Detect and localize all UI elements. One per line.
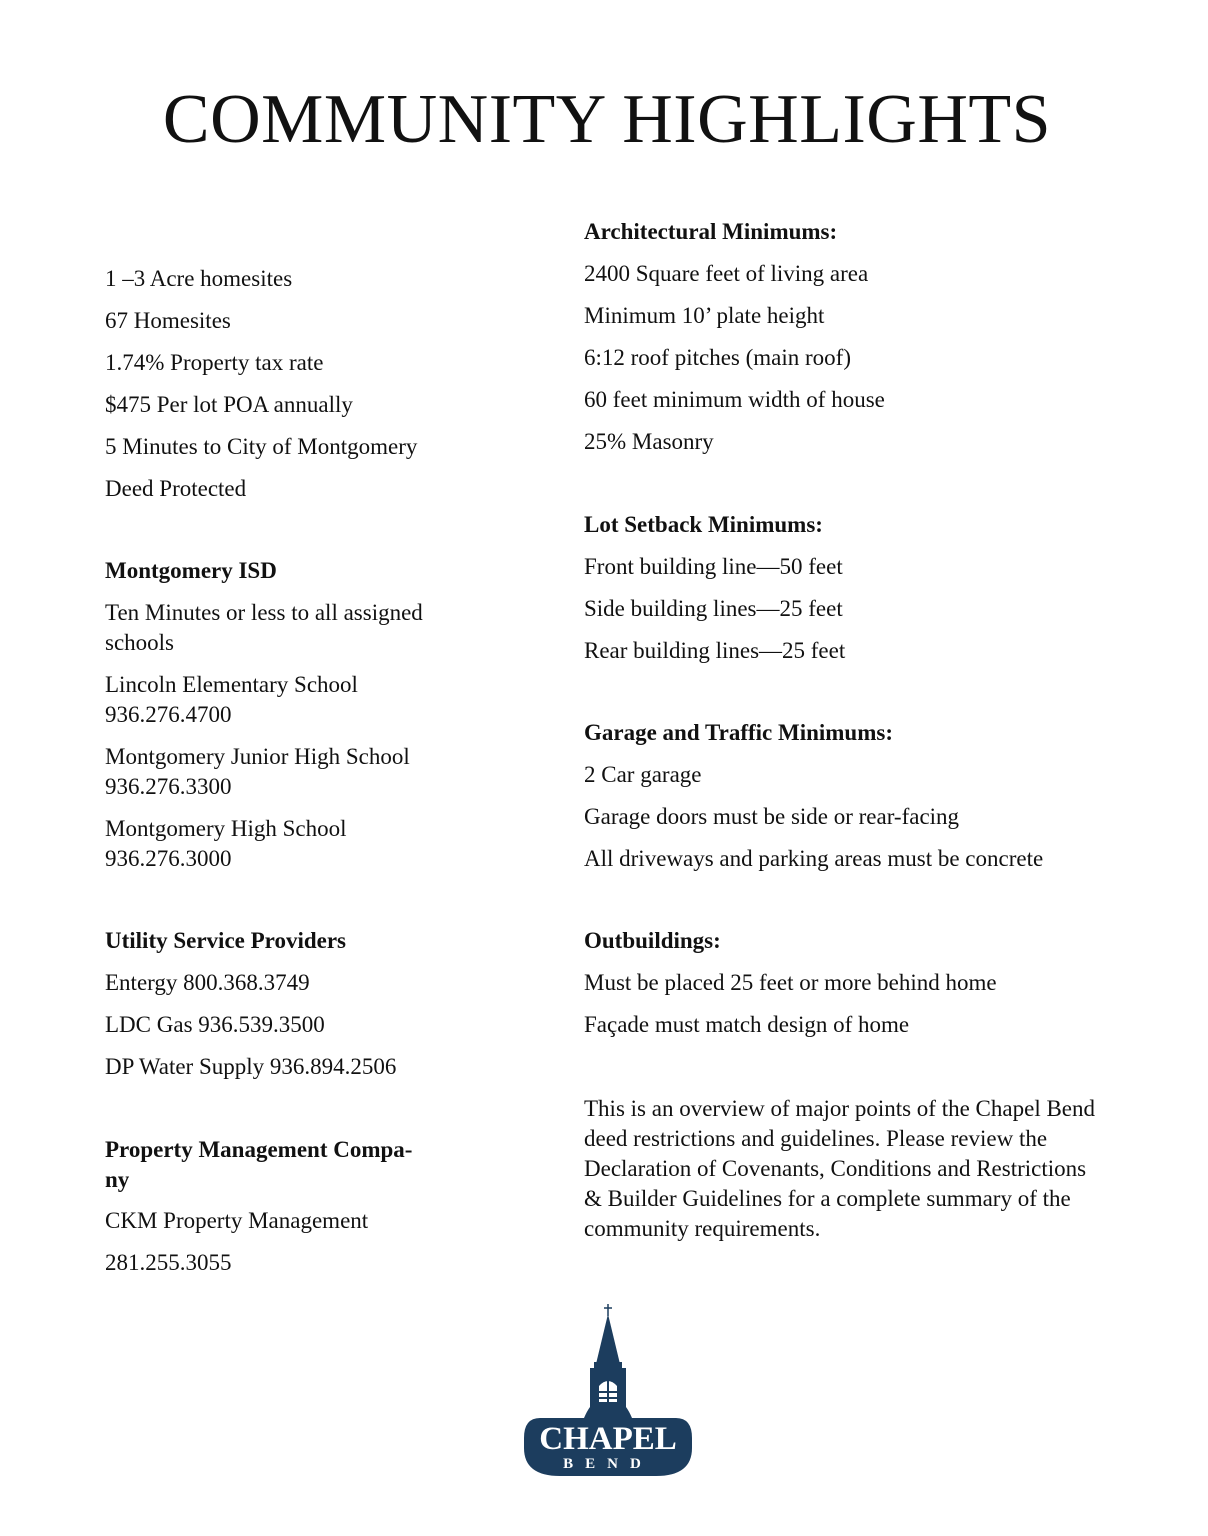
setback-item: Front building line—50 feet xyxy=(584,554,843,579)
school-name: Lincoln Elementary School xyxy=(105,672,358,697)
utilities-heading: Utility Service Providers xyxy=(105,928,347,953)
disclaimer-line: This is an overview of major points of the Chapel Bend xyxy=(584,1096,1096,1121)
page-title: COMMUNITY HIGHLIGHTS xyxy=(162,81,1052,158)
management-phone: 281.255.3055 xyxy=(105,1250,232,1275)
architectural-item: 2400 Square feet of living area xyxy=(584,261,869,286)
highlight-item: 5 Minutes to City of Montgomery xyxy=(105,434,418,459)
utility-item: DP Water Supply 936.894.2506 xyxy=(105,1054,397,1079)
garage-item: 2 Car garage xyxy=(584,762,702,787)
isd-intro-line1: Ten Minutes or less to all assigned xyxy=(105,600,423,625)
garage-heading: Garage and Traffic Minimums: xyxy=(584,720,893,745)
architectural-item: 6:12 roof pitches (main roof) xyxy=(584,345,851,370)
garage-item: Garage doors must be side or rear-facing xyxy=(584,804,960,829)
utility-item: Entergy 800.368.3749 xyxy=(105,970,310,995)
architectural-item: 25% Masonry xyxy=(584,429,714,454)
school-phone: 936.276.3300 xyxy=(105,774,232,799)
management-name: CKM Property Management xyxy=(105,1208,369,1233)
isd-heading: Montgomery ISD xyxy=(105,558,277,583)
school-name: Montgomery Junior High School xyxy=(105,744,410,769)
disclaimer-line: deed restrictions and guidelines. Please review the xyxy=(584,1126,1048,1151)
architectural-heading: Architectural Minimums: xyxy=(584,219,838,244)
disclaimer-line: community requirements. xyxy=(584,1216,821,1241)
setback-item: Side building lines—25 feet xyxy=(584,596,843,621)
disclaimer-line: Declaration of Covenants, Conditions and Restrictions xyxy=(584,1156,1087,1181)
highlight-item: 1.74% Property tax rate xyxy=(105,350,324,375)
isd-intro-line2: schools xyxy=(105,630,174,655)
logo-word-chapel: CHAPEL xyxy=(539,1421,677,1457)
setback-item: Rear building lines—25 feet xyxy=(584,638,846,663)
chapel-bend-logo xyxy=(520,1300,696,1482)
school-phone: 936.276.4700 xyxy=(105,702,232,727)
highlight-item: Deed Protected xyxy=(105,476,247,501)
school-phone: 936.276.3000 xyxy=(105,846,232,871)
highlight-item: 67 Homesites xyxy=(105,308,231,333)
outbuildings-item: Must be placed 25 feet or more behind home xyxy=(584,970,997,995)
outbuildings-item: Façade must match design of home xyxy=(584,1012,910,1037)
logo-word-bend: BEND xyxy=(563,1456,653,1472)
outbuildings-heading: Outbuildings: xyxy=(584,928,721,953)
left-column xyxy=(105,0,525,1536)
management-heading-line1: Property Management Compa- xyxy=(105,1137,413,1162)
school-name: Montgomery High School xyxy=(105,816,347,841)
management-heading-line2: ny xyxy=(105,1167,130,1192)
architectural-item: 60 feet minimum width of house xyxy=(584,387,885,412)
disclaimer-line: & Builder Guidelines for a complete summary of the xyxy=(584,1186,1071,1211)
highlight-item: 1 –3 Acre homesites xyxy=(105,266,293,291)
garage-item: All driveways and parking areas must be concrete xyxy=(584,846,1044,871)
architectural-item: Minimum 10’ plate height xyxy=(584,303,825,328)
utility-item: LDC Gas 936.539.3500 xyxy=(105,1012,325,1037)
setback-heading: Lot Setback Minimums: xyxy=(584,512,823,537)
highlight-item: $475 Per lot POA annually xyxy=(105,392,353,417)
